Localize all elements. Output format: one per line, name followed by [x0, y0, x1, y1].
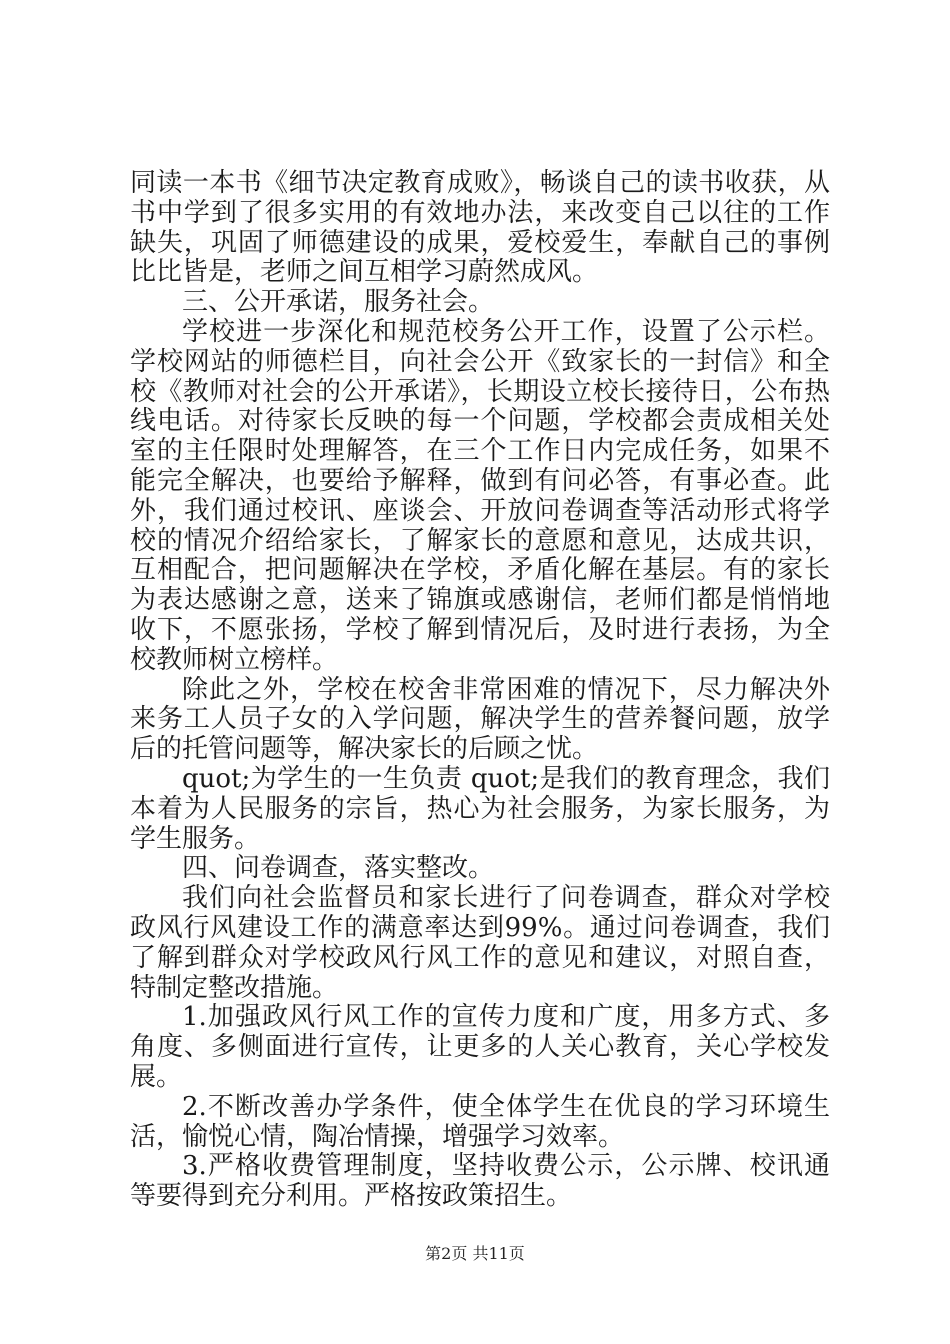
document-body — [130, 169, 830, 1212]
paragraph: 除此之外，学校在校舍非常困难的情况下，尽力解决外来务工人员子女的入学问题，解决学生的营养餐问题，放学后的托管问题等，解决家长的后顾之忧。 — [130, 674, 830, 765]
list-item: 2.不断改善办学条件，使全体学生在优良的学习环境生活，愉悦心情，陶冶情操，增强学习效率。 — [130, 1091, 830, 1152]
section-heading-4: 四、问卷调查，落实整改。 — [182, 853, 495, 884]
paragraph: quot;为学生的一生负责 quot;是我们的教育理念，我们本着为人民服务的宗旨，热心为社会服务，为家长服务，为学生服务。 — [130, 763, 830, 854]
page-number-footer: 第2页 共11页 — [425, 1244, 525, 1263]
section-heading-3: 三、公开承诺，服务社会。 — [182, 287, 495, 318]
list-item: 1.加强政风行风工作的宣传力度和广度，用多方式、多角度、多侧面进行宣传，让更多的人关心教育，关心学校发展。 — [130, 1002, 830, 1092]
list-item: 3.严格收费管理制度，坚持收费公示，公示牌、校讯通等要得到充分利用。严格按政策招生。 — [130, 1151, 830, 1212]
paragraph-continuation: 同读一本书《细节决定教育成败》，畅谈自己的读书收获，从书中学到了很多实用的有效地办法，来改变自己以往的工作缺失，巩固了师德建设的成果，爱校爱生，奉献自己的事例比比皆是，老师之间互相学习蔚然成风。 — [130, 168, 830, 288]
paragraph: 我们向社会监督员和家长进行了问卷调查，群众对学校政风行风建设工作的满意率达到99%。通过问卷调查，我们了解到群众对学校政风行风工作的意见和建议，对照自查，特制定整改措施。 — [130, 883, 830, 1003]
paragraph: 学校进一步深化和规范校务公开工作，设置了公示栏。学校网站的师德栏目，向社会公开《致家长的一封信》和全校《教师对社会的公开承诺》，长期设立校长接待日，公布热线电话。对待家长反映的每一个问题，学校都会责成相关处室的主任限时处理解答，在三个工作日内完成任务，如果不能完全解决，也要给予解释，做到有问必答，有事必查。此外，我们通过校讯、座谈会、开放问卷调查等活动形式将学校的情况介绍给家长，了解家长的意愿和意见，达成共识，互相配合，把问题解决在学校，矛盾化解在基层。有的家长为表达感谢之意，送来了锦旗或感谢信，老师们都是悄悄地收下，不愿张扬，学校了解到情况后，及时进行表扬，为全校教师树立榜样。 — [130, 316, 830, 675]
